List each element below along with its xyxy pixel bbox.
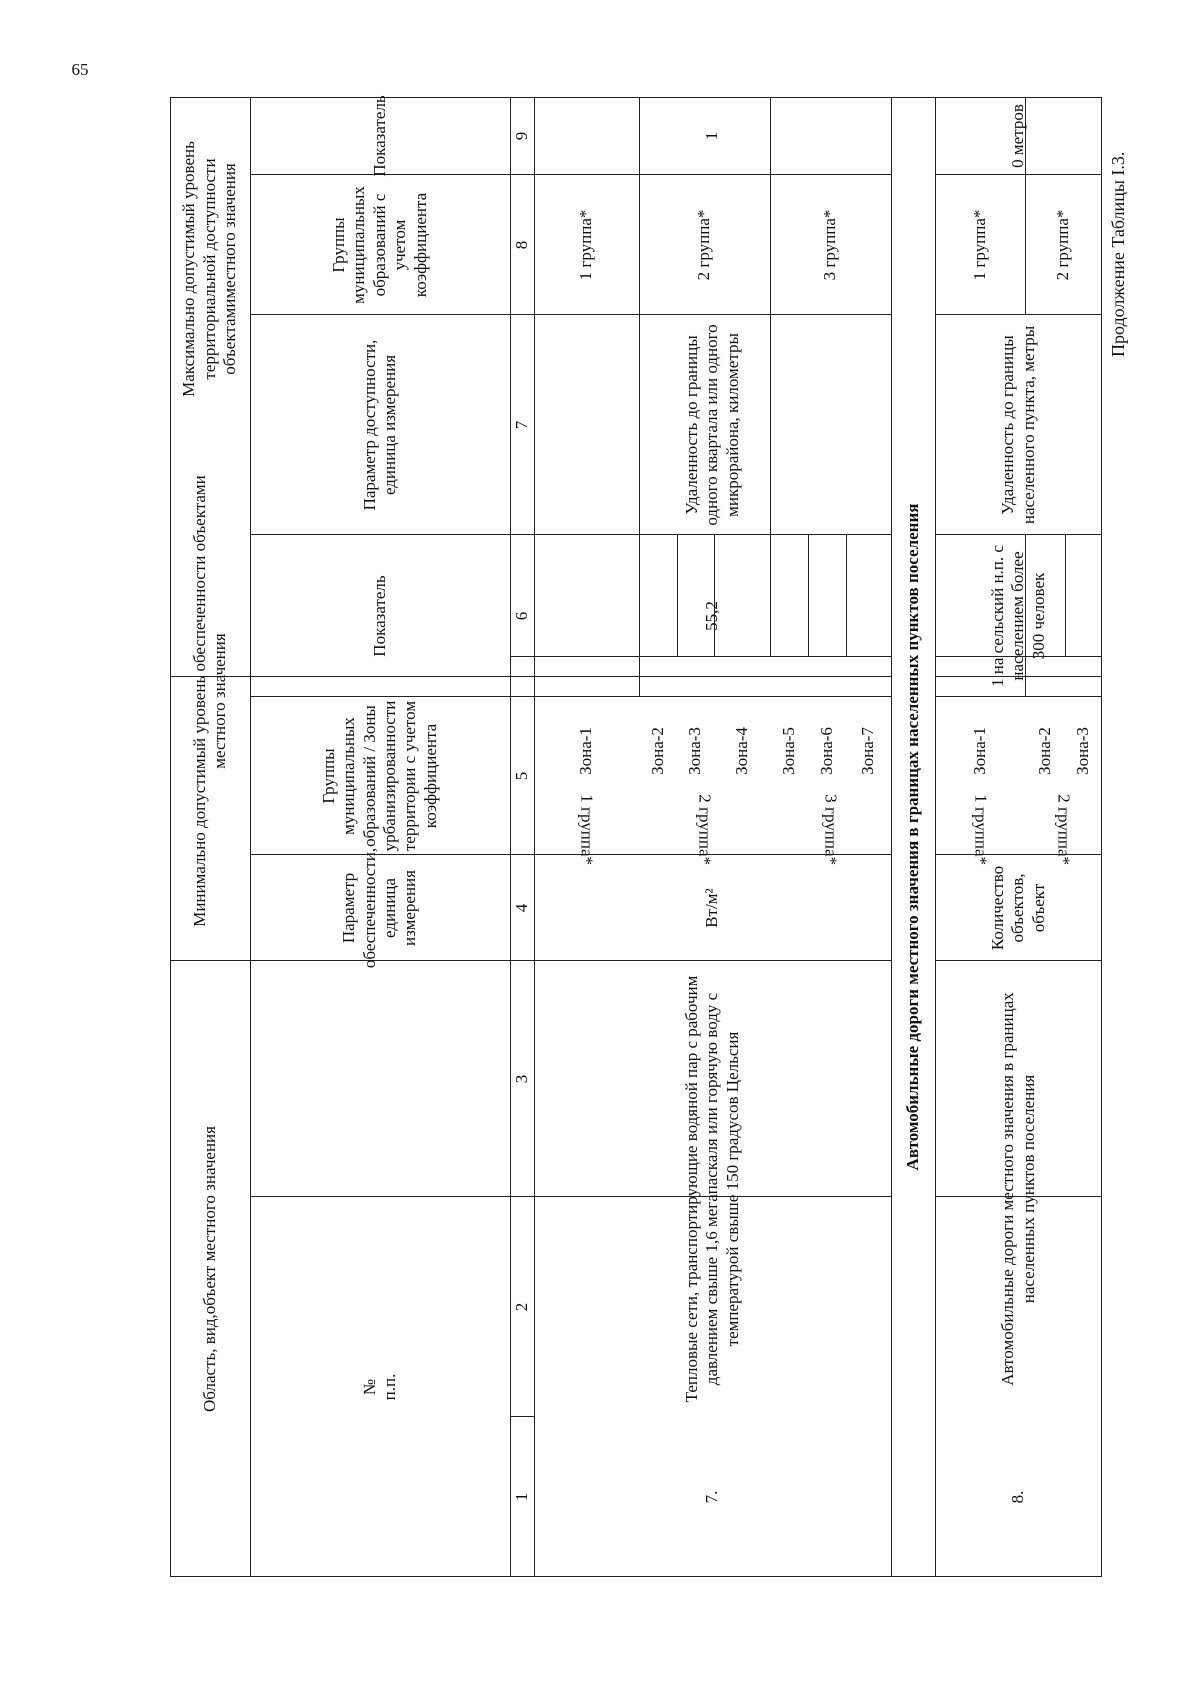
row7-group-3: 3 группа* [821, 794, 841, 866]
row8-access-group-1: 1 группа* [969, 209, 989, 281]
col-num-9: 9 [511, 131, 531, 141]
header-indicator-max: Показатель [369, 95, 389, 177]
col-num-7: 7 [511, 420, 531, 430]
header-groups-coef: Группы муниципальных образований с учетом коэффициента [329, 186, 430, 304]
row7-zone-7: Зона-7 [858, 727, 878, 775]
row7-no: 7. [702, 1490, 722, 1504]
row7-zone-4: Зона-4 [731, 727, 751, 775]
row7-zone-1: Зона-1 [576, 727, 596, 775]
row8-zone-1: Зона-1 [969, 727, 989, 775]
row7-indicator: 55,2 [702, 601, 722, 631]
row8-zone-3: Зона-3 [1073, 727, 1093, 775]
row8-group-2: 2 группа* [1054, 794, 1074, 866]
row7-access-group-2: 2 группа* [694, 209, 714, 281]
row8-zone-2: Зона-2 [1034, 727, 1054, 775]
header-groups-zones: Группы муниципальных образований / Зоны урбанизированности территории с учетом коэффициента [318, 700, 440, 852]
col-num-2: 2 [511, 1302, 531, 1312]
row7-name: Тепловые сети, транспортирующие водяной пар с рабочим давлением свыше 1,6 мегапаскаля или горячую воду с температурой свыше 150 градусов Цельсия [681, 975, 742, 1403]
row8-indicator: 1 на сельский н.п. с населением более 300 человек [987, 545, 1048, 687]
row8-access-param: Удаленность до границы населенного пункта, метры [998, 325, 1038, 525]
row8-group-1: 1 группа* [971, 794, 991, 866]
row7-zone-3: Зона-3 [685, 727, 705, 775]
row8-name: Автомобильные дороги местного значения в границах населенных пунктов поселения [998, 992, 1038, 1386]
row7-access-value: 1 [702, 131, 722, 141]
header-max-level: Максимально допустимый уровень территориальной доступности объектамиместного значения [179, 141, 240, 397]
header-area: Область, вид,объект местного значения [199, 1126, 219, 1412]
data-table [170, 97, 1102, 1577]
row7-group-1: 1 группа* [577, 794, 597, 866]
row8-access-value: 0 метров [1008, 104, 1028, 168]
col-num-5: 5 [511, 771, 531, 781]
row7-zone-5: Зона-5 [778, 727, 798, 775]
header-no: № п.п. [359, 1373, 399, 1401]
col-num-4: 4 [511, 903, 531, 913]
col-num-3: 3 [511, 1074, 531, 1084]
table-caption: Продолжение Таблицы I.3. [1108, 151, 1128, 357]
row8-no: 8. [1008, 1490, 1028, 1504]
row7-access-group-3: 3 группа* [820, 209, 840, 281]
row7-group-2: 2 группа* [695, 794, 715, 866]
row7-zone-2: Зона-2 [647, 727, 667, 775]
row7-unit: Вт/м² [702, 888, 722, 928]
col-num-8: 8 [511, 240, 531, 250]
row8-access-group-2: 2 группа* [1053, 209, 1073, 281]
row7-access-param: Удаленность до границы одного квартала или одного микрорайона, километры [681, 324, 742, 526]
col-num-1: 1 [511, 1492, 531, 1502]
header-param-access: Параметр доступности, единица измерения [359, 339, 399, 511]
col-num-6: 6 [511, 611, 531, 621]
section-title: Автомобильные дороги местного значения в границах населенных пунктов поселения [902, 503, 922, 1171]
header-indicator-min: Показатель [369, 575, 389, 657]
row7-zone-6: Зона-6 [816, 727, 836, 775]
header-min-level: Минимально допустимый уровень обеспеченности объектами местного значения [189, 475, 229, 927]
header-param-supply: Параметр обеспеченности, единица измерения [339, 847, 420, 969]
row8-zone-4 [1102, 697, 1106, 805]
row8-unit: Количество объектов, объект [987, 865, 1048, 951]
row7-access-group-1: 1 группа* [576, 209, 596, 281]
page-number: 65 [71, 60, 89, 79]
